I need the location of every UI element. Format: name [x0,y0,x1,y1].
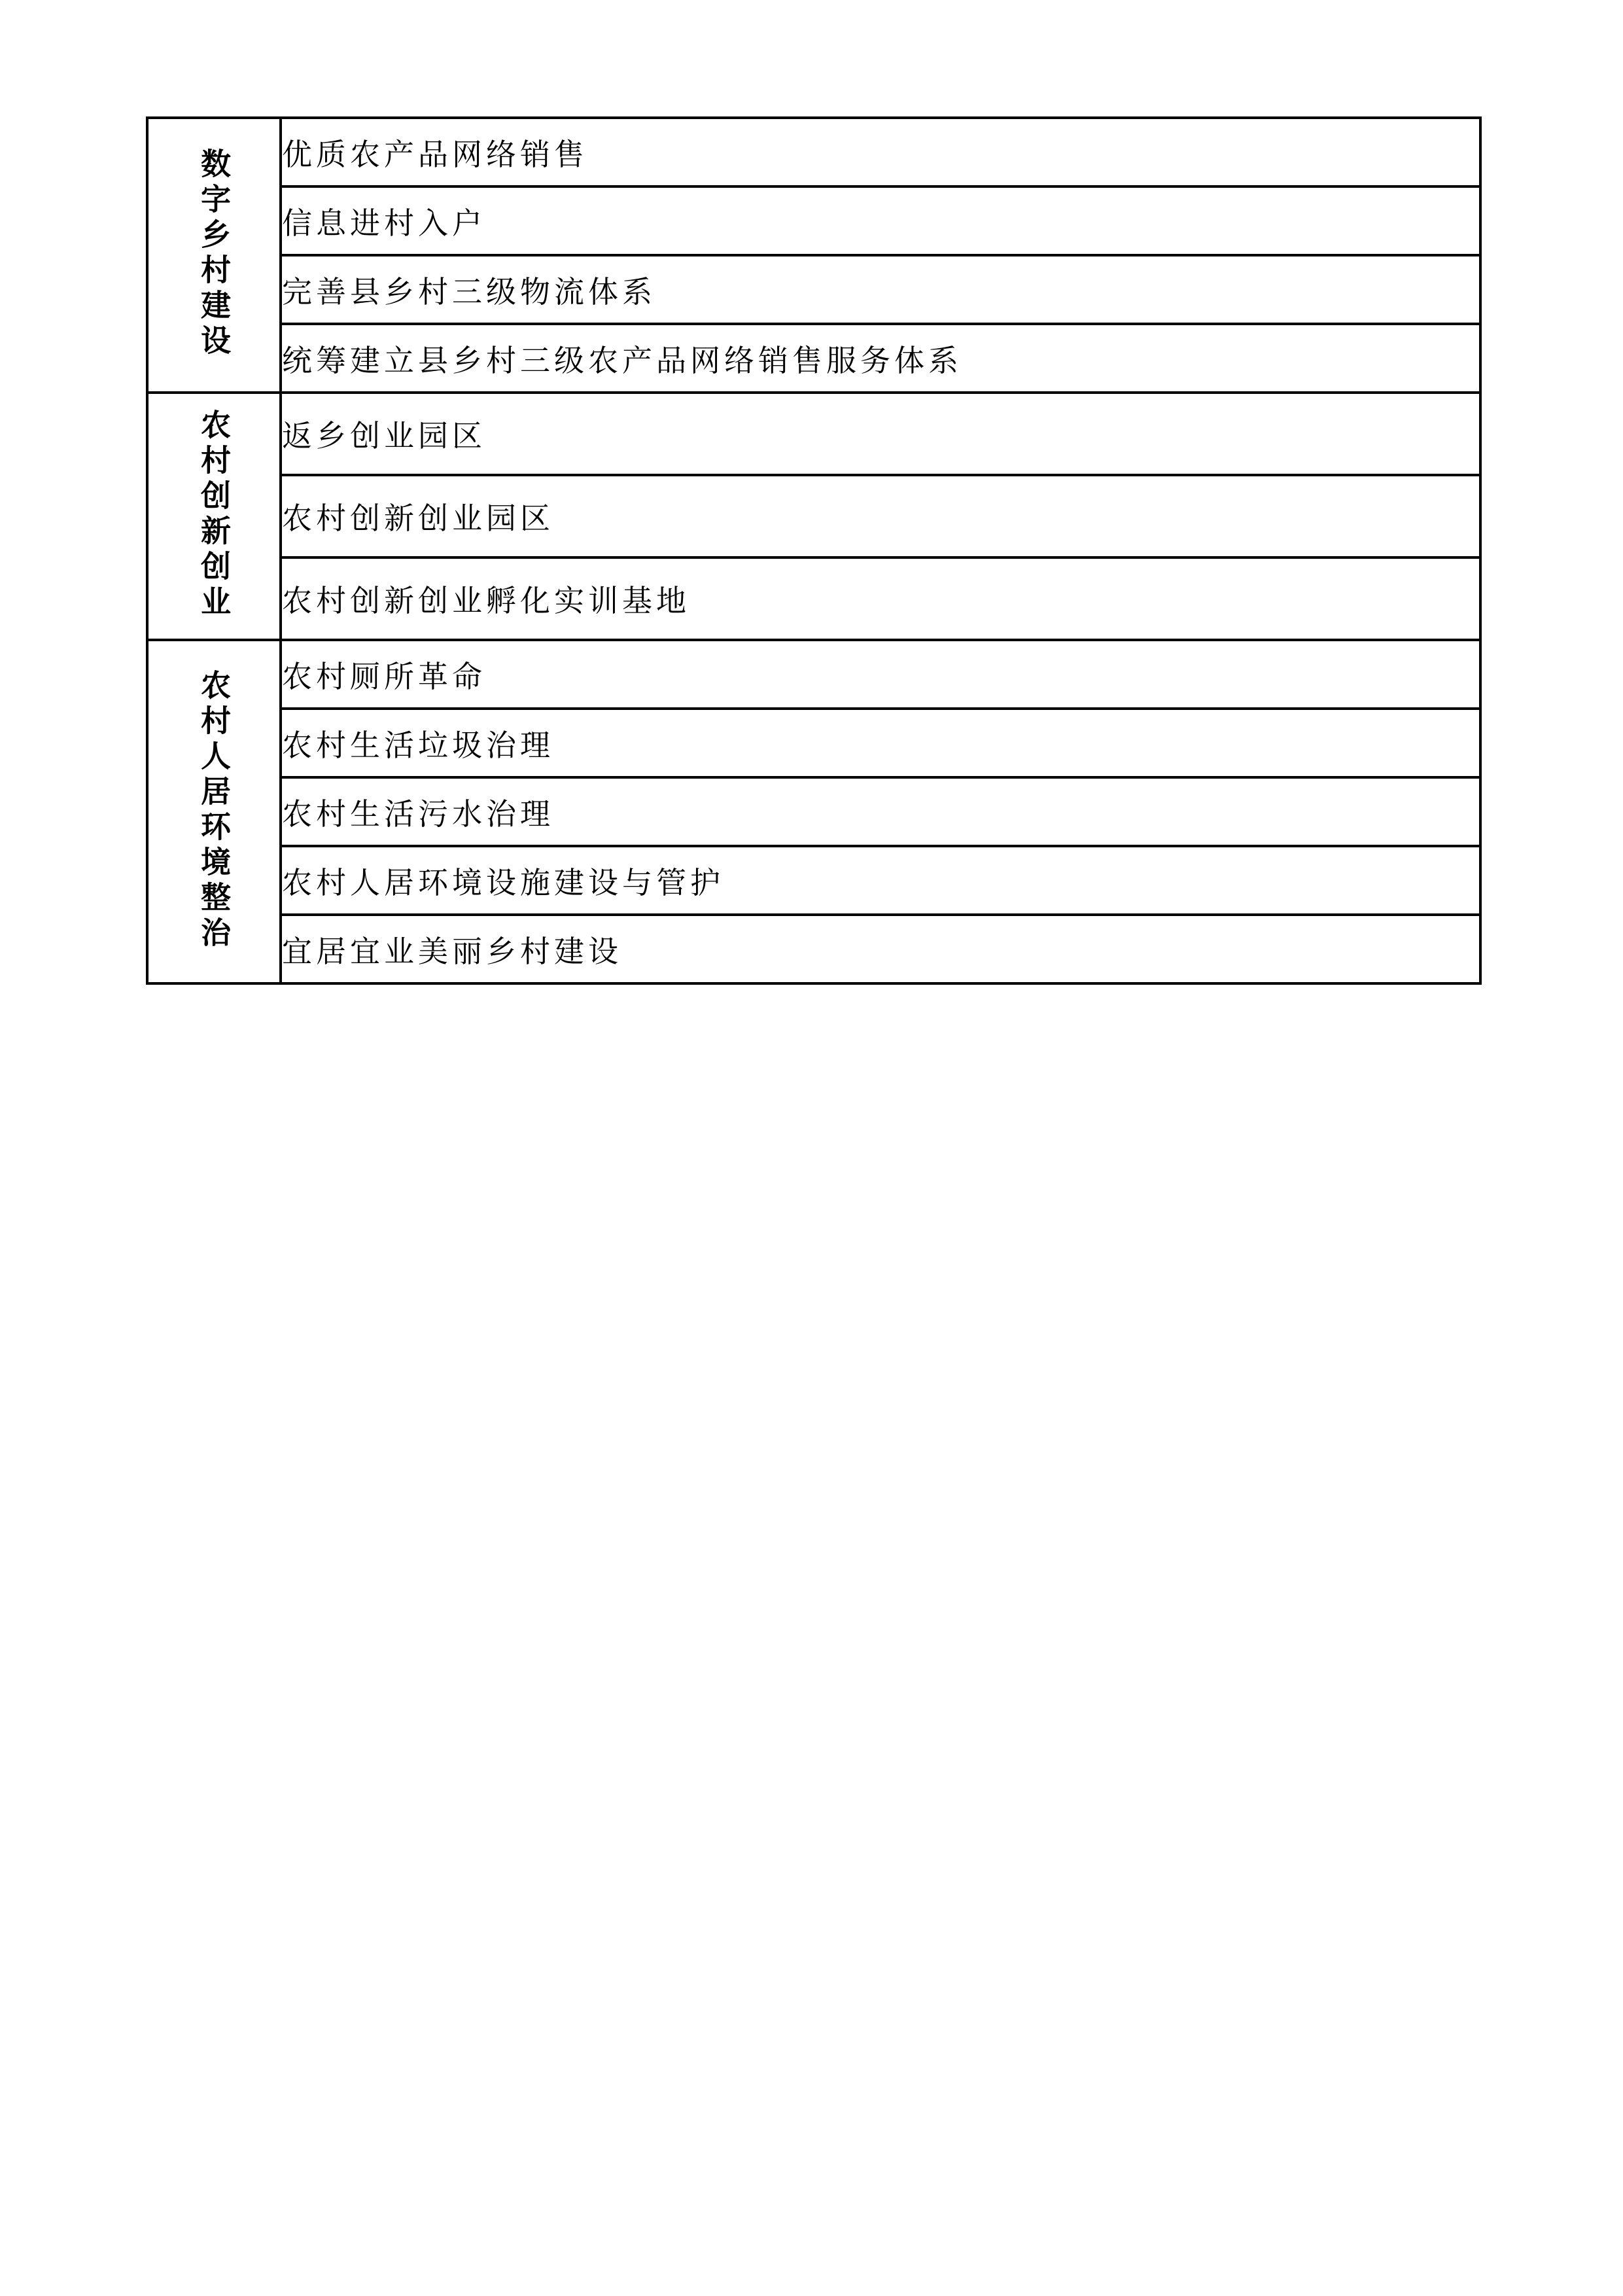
item-cell: 返乡创业园区 [281,393,1480,475]
table-row [147,255,1480,324]
table-row [147,846,1480,915]
table-row [147,557,1480,640]
table-row [147,915,1480,983]
category-cell-digital-village [147,118,281,393]
item-cell: 农村生活垃圾治理 [281,709,1480,777]
project-category-table [146,116,1482,985]
item-cell: 宜居宜业美丽乡村建设 [281,915,1480,983]
item-cell: 农村人居环境设施建设与管护 [281,846,1480,915]
table-body [147,118,1480,983]
table-row [147,640,1480,709]
item-cell: 农村创新创业园区 [281,475,1480,557]
category-cell-rural-innovation [147,393,281,640]
item-cell: 农村生活污水治理 [281,777,1480,846]
item-cell: 优质农产品网络销售 [281,118,1480,186]
table-row [147,475,1480,557]
table-row [147,186,1480,255]
table-row [147,777,1480,846]
table-row [147,118,1480,186]
category-label: 农村人居环境整治 [196,669,232,952]
category-label: 数字乡村建设 [196,148,232,360]
table-row [147,324,1480,393]
table-row [147,709,1480,777]
item-cell: 完善县乡村三级物流体系 [281,255,1480,324]
item-cell: 信息进村入户 [281,186,1480,255]
item-cell: 农村创新创业孵化实训基地 [281,557,1480,640]
item-cell: 农村厕所革命 [281,640,1480,709]
table-row [147,393,1480,475]
category-label: 农村创新创业 [196,409,232,621]
category-cell-living-environment [147,640,281,983]
item-cell: 统筹建立县乡村三级农产品网络销售服务体系 [281,324,1480,393]
